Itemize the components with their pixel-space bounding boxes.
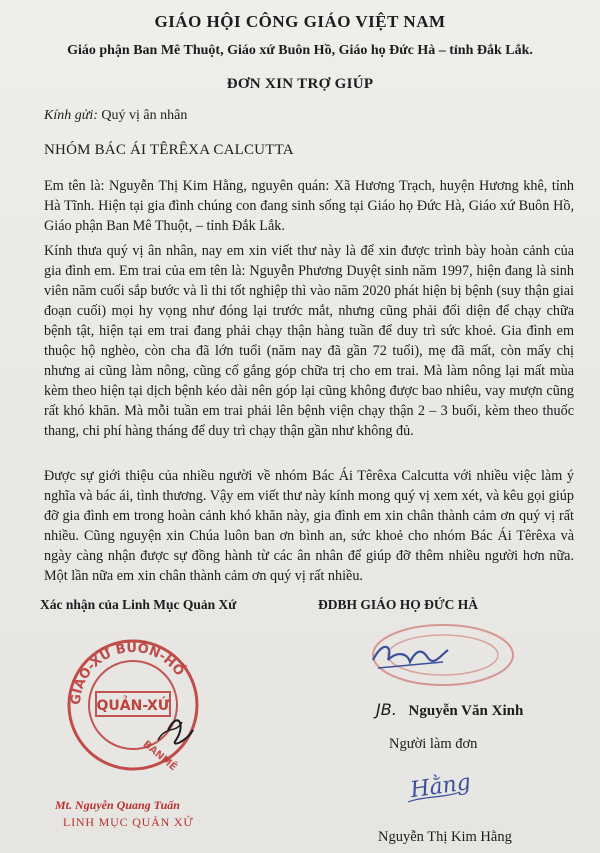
council-initials: JB. (376, 700, 397, 719)
org-header: GIÁO HỘI CÔNG GIÁO VIỆT NAM (154, 12, 446, 31)
stamp-ring-text: GIÁO-XỨ BUÔN-HỒ (68, 640, 187, 706)
recipient-line (44, 108, 187, 124)
council-name: Nguyễn Văn Xinh (408, 703, 524, 719)
council-label: ĐDBH GIÁO HỌ ĐỨC HÀ (318, 597, 479, 612)
council-name-line (376, 700, 523, 720)
request-paragraph: Được sự giới thiệu của nhiều người về nhóm Bác Ái Têrêxa Calcutta với nhiều việc làm ý nghĩa và bác ái, tình thương. Vậy em viết thư này kính mong quý vị xem xét, và kêu gọi giúp đỡ gia đình em trong hoàn cảnh khó khăn này, gia đình em xin chân thành cảm ơn quý vị rất nhiều. Cũng nguyện xin Chúa luôn ban ơn bình an, sức khoẻ cho nhóm Bác Ái Têrêxa và ngày càng nhận được sự đồng hành từ các ân nhân để giúp đỡ thêm nhiều người hơn nữa. Một lần nữa em xin chân thành cảm ơn quý vị rất nhiều. (44, 468, 574, 584)
parish-line: Giáo phận Ban Mê Thuột, Giáo xứ Buôn Hồ, Giáo họ Đức Hà – tỉnh Đắk Lắk. (67, 43, 533, 58)
group-name: NHÓM BÁC ÁI TÊRÊXA CALCUTTA (44, 142, 294, 158)
applicant-name: Nguyễn Thị Kim Hằng (378, 829, 512, 845)
applicant-signature (404, 760, 473, 810)
svg-text:GIÁO-XỨ BUÔN-HỒ (69, 640, 189, 705)
svg-text:Hằng: Hằng (408, 770, 473, 804)
council-stamp-icon (338, 620, 518, 690)
recipient-label: Kính gửi: (44, 108, 98, 123)
recipient-value: Quý vị ân nhân (101, 108, 188, 123)
stamp-center-text: QUẢN-XỨ (96, 698, 170, 714)
priest-confirmation-label: Xác nhận của Linh Mục Quản Xứ (40, 597, 237, 612)
situation-paragraph: Kính thưa quý vị ân nhân, nay em xin viết thư này là để xin được trình bày hoàn cảnh của gia đình em. Em trai của em tên là: Nguyễn Phương Duyệt sinh năm 1997, hiện đang là sinh viên năm cuối sắp bước và lì thi tốt nghiệp thì vào năm 2020 phát hiện bị bệnh (suy thận giai đoạn cuối) mọi hy vọng như đóng lại trước mắt, nhưng cũng phải đối diện để chạy chữa bệnh tật, hiện tại em trai đang phải chạy thận hàng tuần để duy trì sức khoẻ. Gia đình em thuộc hộ nghèo, còn cha đã lớn tuổi (năm nay đã gần 72 tuổi), mẹ đã mất, còn mấy chị nhưng ai cũng làm nông, cũng cố gắng góp chữa trị cho em trai. Mà làm nông lại mất mùa kèm theo hiện tại dịch bệnh kéo dài nên góp lại cũng không được bao nhiêu, vay mượn cũng rất khó khăn. Mà mỗi tuần em trai phải lên bệnh viện chạy thận 2 – 3 buổi, kèm theo thuốc thang, chi phí hàng tháng để duy trì chạy thận gần như không đủ. (44, 243, 574, 439)
priest-title: LINH MỤC QUẢN XỨ (63, 815, 194, 829)
parish-stamp-icon (58, 630, 208, 780)
applicant-label: Người làm đơn (389, 736, 478, 752)
priest-name: Mt. Nguyễn Quang Tuấn (55, 798, 180, 812)
stamp-bottom-text: BANMÊ (140, 738, 179, 774)
document-title: ĐƠN XIN TRỢ GIÚP (226, 76, 374, 92)
intro-paragraph: Em tên là: Nguyễn Thị Kim Hằng, nguyên quán: Xã Hương Trạch, huyện Hương khê, tỉnh Hà Tĩnh. Hiện tại gia đình chúng con đang sinh sống tại Giáo họ Đức Hà, Giáo xứ Buôn Hồ, Giáo phận Ban Mê Thuột, – tỉnh Đắk Lắk. (44, 178, 574, 234)
